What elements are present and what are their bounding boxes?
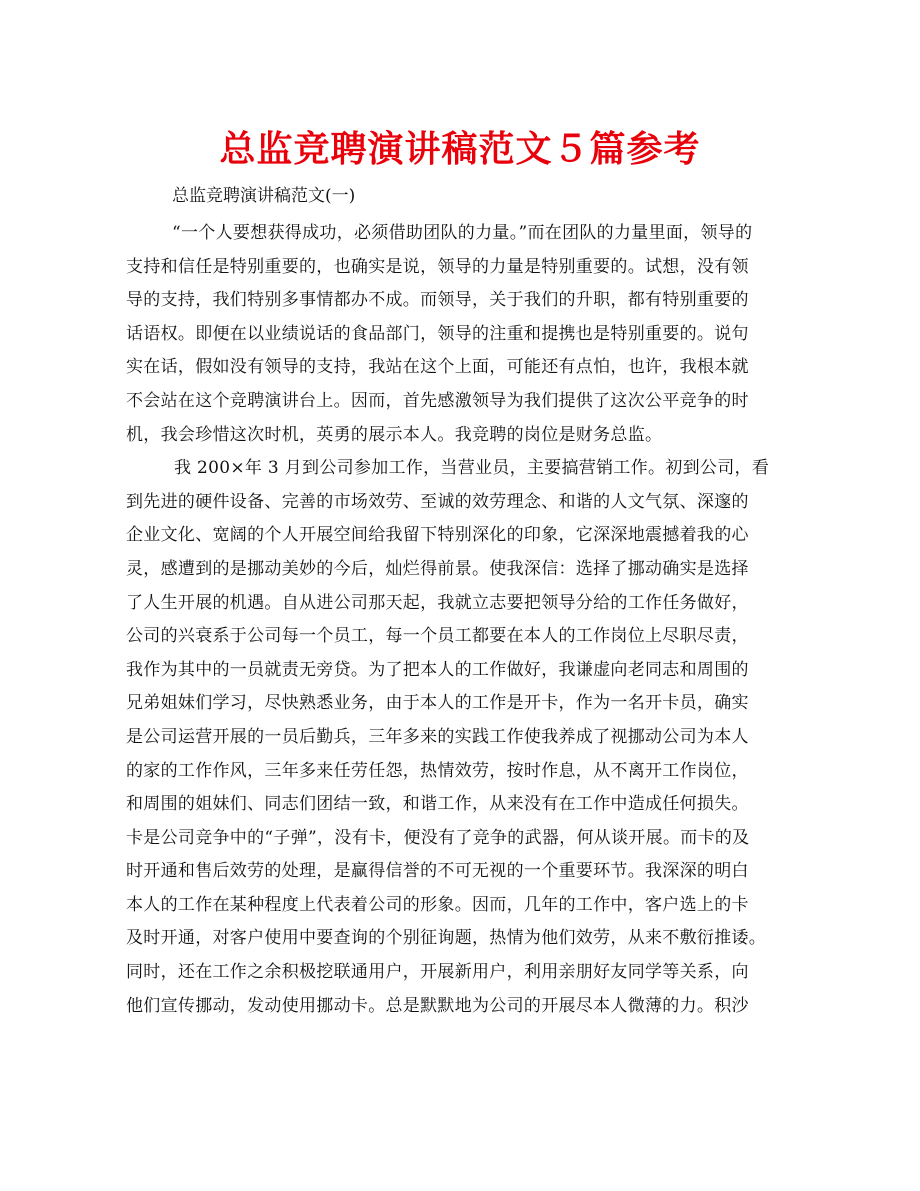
text-line: 及时开通，对客户使用中要查询的个别征询题，热情为他们效劳，从来不敷衍推诿。 [126, 928, 767, 949]
text-line: 灵，感遭到的是挪动美妙的今后，灿烂得前景。使我深信：选择了挪动确实是选择 [126, 558, 749, 579]
paragraph-1 [126, 217, 798, 452]
text-line: 我 200×年 3 月到公司参加工作，当营业员，主要搞营销工作。初到公司，看 [174, 458, 770, 479]
text-line: 话语权。即便在以业绩说话的食品部门，领导的注重和提携也是特别重要的。说句 [126, 323, 749, 344]
document-title: 总监竞聘演讲稿范文５篇参考 [219, 129, 701, 170]
document-body [126, 217, 798, 1023]
text-line: 不会站在这个竞聘演讲台上。因而，首先感激领导为我们提供了这次公平竞争的时 [126, 390, 749, 411]
text-line: 了人生开展的机遇。自从进公司那天起，我就立志要把领导分给的工作任务做好， [126, 592, 749, 613]
text-line: 时开通和售后效劳的处理，是赢得信誉的不可无视的一个重要环节。我深深的明白 [126, 861, 749, 882]
text-line: 的家的工作作风，三年多来任劳任怨，热情效劳，按时作息，从不离开工作岗位， [126, 760, 749, 781]
text-line: 企业文化、宽阔的个人开展空间给我留下特别深化的印象，它深深地震撼着我的心 [126, 525, 749, 546]
text-line: 实在话，假如没有领导的支持，我站在这个上面，可能还有点怕，也许，我根本就 [126, 357, 749, 378]
text-line: 本人的工作在某种程度上代表着公司的形象。因而，几年的工作中，客户选上的卡 [126, 894, 749, 915]
text-line: 我作为其中的一员就责无旁贷。为了把本人的工作做好，我谦虚向老同志和周围的 [126, 659, 749, 680]
paragraph-2 [126, 452, 798, 1023]
text-line: 和周围的姐妹们、同志们团结一致，和谐工作，从来没有在工作中造成任何损失。 [126, 794, 749, 815]
text-line: 到先进的硬件设备、完善的市场效劳、至诚的效劳理念、和谐的人文气氛、深邃的 [126, 491, 749, 512]
text-line: 机，我会珍惜这次时机，英勇的展示本人。我竞聘的岗位是财务总监。 [126, 424, 663, 445]
text-line: 导的支持，我们特别多事情都办不成。而领导，关于我们的升职，都有特别重要的 [126, 290, 749, 311]
text-line: 他们宣传挪动，发动使用挪动卡。总是默默地为公司的开展尽本人微薄的力。积沙 [126, 995, 749, 1016]
text-line: 兄弟姐妹们学习，尽快熟悉业务，由于本人的工作是开卡，作为一名开卡员，确实 [126, 693, 749, 714]
text-line: 同时，还在工作之余积极挖联通用户，开展新用户，利用亲朋好友同学等关系，向 [126, 962, 749, 983]
text-line: “一个人要想获得成功，必须借助团队的力量。”而在团队的力量里面，领导的 [172, 223, 753, 243]
section-heading: 总监竞聘演讲稿范文(一) [172, 186, 356, 206]
text-line: 公司的兴衰系于公司每一个员工，每一个员工都要在本人的工作岗位上尽职尽责， [126, 626, 749, 647]
text-line: 卡是公司竞争中的“子弹”，没有卡，便没有了竞争的武器，何从谈开展。而卡的及 [126, 827, 750, 848]
text-line: 是公司运营开展的一员后勤兵，三年多来的实践工作使我养成了视挪动公司为本人 [126, 726, 749, 747]
text-line: 支持和信任是特别重要的，也确实是说，领导的力量是特别重要的。试想，没有领 [126, 256, 749, 277]
